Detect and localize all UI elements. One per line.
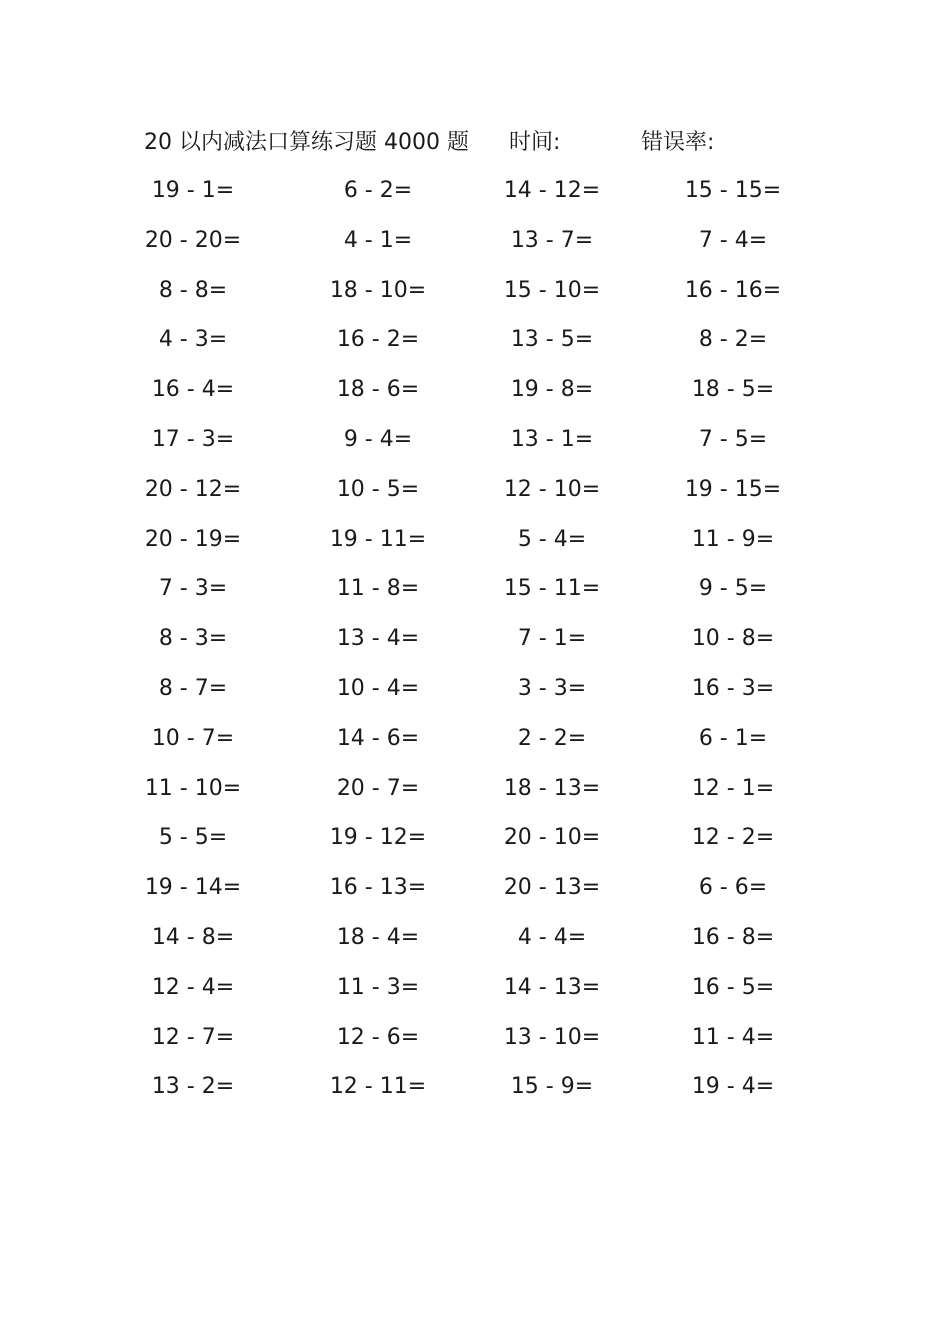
problem-item: 16 - 3= bbox=[691, 676, 775, 701]
problem-item: 18 - 5= bbox=[691, 377, 775, 403]
problem-item: 13 - 4= bbox=[336, 626, 420, 652]
problem-item: 6 - 1= bbox=[698, 725, 768, 751]
worksheet-title: 20 以内减法口算练习题 4000 题 bbox=[144, 130, 469, 155]
problem-item: 15 - 11= bbox=[503, 576, 601, 602]
problem-item: 11 - 3= bbox=[336, 974, 420, 1000]
problem-item: 19 - 8= bbox=[510, 377, 594, 403]
problem-item: 7 - 1= bbox=[517, 626, 587, 652]
problem-item: 11 - 9= bbox=[691, 526, 775, 552]
problem-item: 5 - 4= bbox=[517, 526, 587, 552]
problem-item: 19 - 12= bbox=[329, 825, 427, 851]
problem-item: 11 - 8= bbox=[336, 576, 420, 602]
problem-item: 14 - 13= bbox=[503, 974, 601, 1000]
problem-item: 11 - 10= bbox=[144, 775, 242, 801]
problem-item: 12 - 1= bbox=[691, 775, 775, 801]
problem-item: 19 - 4= bbox=[691, 1074, 775, 1100]
problem-item: 3 - 3= bbox=[517, 676, 587, 701]
time-label: 时间: bbox=[509, 130, 561, 155]
problem-item: 14 - 12= bbox=[503, 178, 601, 203]
problem-item: 4 - 1= bbox=[343, 227, 413, 253]
problem-item: 9 - 5= bbox=[698, 576, 768, 602]
problem-item: 10 - 7= bbox=[151, 725, 235, 751]
problem-item: 15 - 9= bbox=[510, 1074, 594, 1100]
problem-item: 5 - 5= bbox=[158, 825, 228, 851]
problem-item: 13 - 2= bbox=[151, 1074, 235, 1100]
problem-item: 8 - 7= bbox=[158, 676, 228, 701]
problem-item: 7 - 4= bbox=[698, 227, 768, 253]
problem-item: 14 - 8= bbox=[151, 925, 235, 950]
problem-item: 20 - 12= bbox=[144, 476, 242, 502]
problem-item: 13 - 5= bbox=[510, 327, 594, 353]
problem-item: 9 - 4= bbox=[343, 427, 413, 452]
problem-item: 20 - 13= bbox=[503, 875, 601, 901]
problem-item: 10 - 8= bbox=[691, 626, 775, 652]
problem-item: 12 - 4= bbox=[151, 974, 235, 1000]
problem-item: 6 - 6= bbox=[698, 875, 768, 901]
problem-item: 8 - 3= bbox=[158, 626, 228, 652]
problem-item: 12 - 2= bbox=[691, 825, 775, 851]
problem-item: 4 - 3= bbox=[158, 327, 228, 353]
problem-item: 15 - 10= bbox=[503, 277, 601, 303]
problem-item: 14 - 6= bbox=[336, 725, 420, 751]
problem-item: 7 - 5= bbox=[698, 427, 768, 452]
problem-item: 12 - 7= bbox=[151, 1024, 235, 1050]
problem-item: 7 - 3= bbox=[158, 576, 228, 602]
problem-item: 12 - 6= bbox=[336, 1024, 420, 1050]
problem-item: 13 - 1= bbox=[510, 427, 594, 452]
problem-item: 12 - 10= bbox=[503, 476, 601, 502]
problem-item: 16 - 13= bbox=[329, 875, 427, 901]
error-rate-label: 错误率: bbox=[641, 130, 715, 155]
problem-item: 16 - 8= bbox=[691, 925, 775, 950]
problem-item: 2 - 2= bbox=[517, 725, 587, 751]
problem-item: 16 - 16= bbox=[684, 277, 782, 303]
problem-item: 11 - 4= bbox=[691, 1024, 775, 1050]
problem-item: 8 - 2= bbox=[698, 327, 768, 353]
problem-item: 13 - 10= bbox=[503, 1024, 601, 1050]
problem-item: 19 - 15= bbox=[684, 476, 782, 502]
problem-item: 17 - 3= bbox=[151, 427, 235, 452]
problem-item: 4 - 4= bbox=[517, 925, 587, 950]
problem-item: 18 - 13= bbox=[503, 775, 601, 801]
problem-item: 20 - 7= bbox=[336, 775, 420, 801]
problem-item: 19 - 11= bbox=[329, 526, 427, 552]
problem-item: 18 - 10= bbox=[329, 277, 427, 303]
problem-item: 20 - 19= bbox=[144, 526, 242, 552]
problem-item: 12 - 11= bbox=[329, 1074, 427, 1100]
problem-item: 18 - 4= bbox=[336, 925, 420, 950]
problem-item: 20 - 20= bbox=[144, 227, 242, 253]
problem-item: 18 - 6= bbox=[336, 377, 420, 403]
problem-item: 19 - 1= bbox=[151, 178, 235, 203]
problem-item: 15 - 15= bbox=[684, 178, 782, 203]
problem-item: 19 - 14= bbox=[144, 875, 242, 901]
problem-item: 20 - 10= bbox=[503, 825, 601, 851]
problem-item: 10 - 5= bbox=[336, 476, 420, 502]
problem-item: 6 - 2= bbox=[343, 178, 413, 203]
problem-item: 16 - 2= bbox=[336, 327, 420, 353]
problem-item: 16 - 5= bbox=[691, 974, 775, 1000]
problem-item: 10 - 4= bbox=[336, 676, 420, 701]
problem-item: 13 - 7= bbox=[510, 227, 594, 253]
problem-item: 8 - 8= bbox=[158, 277, 228, 303]
problem-item: 16 - 4= bbox=[151, 377, 235, 403]
